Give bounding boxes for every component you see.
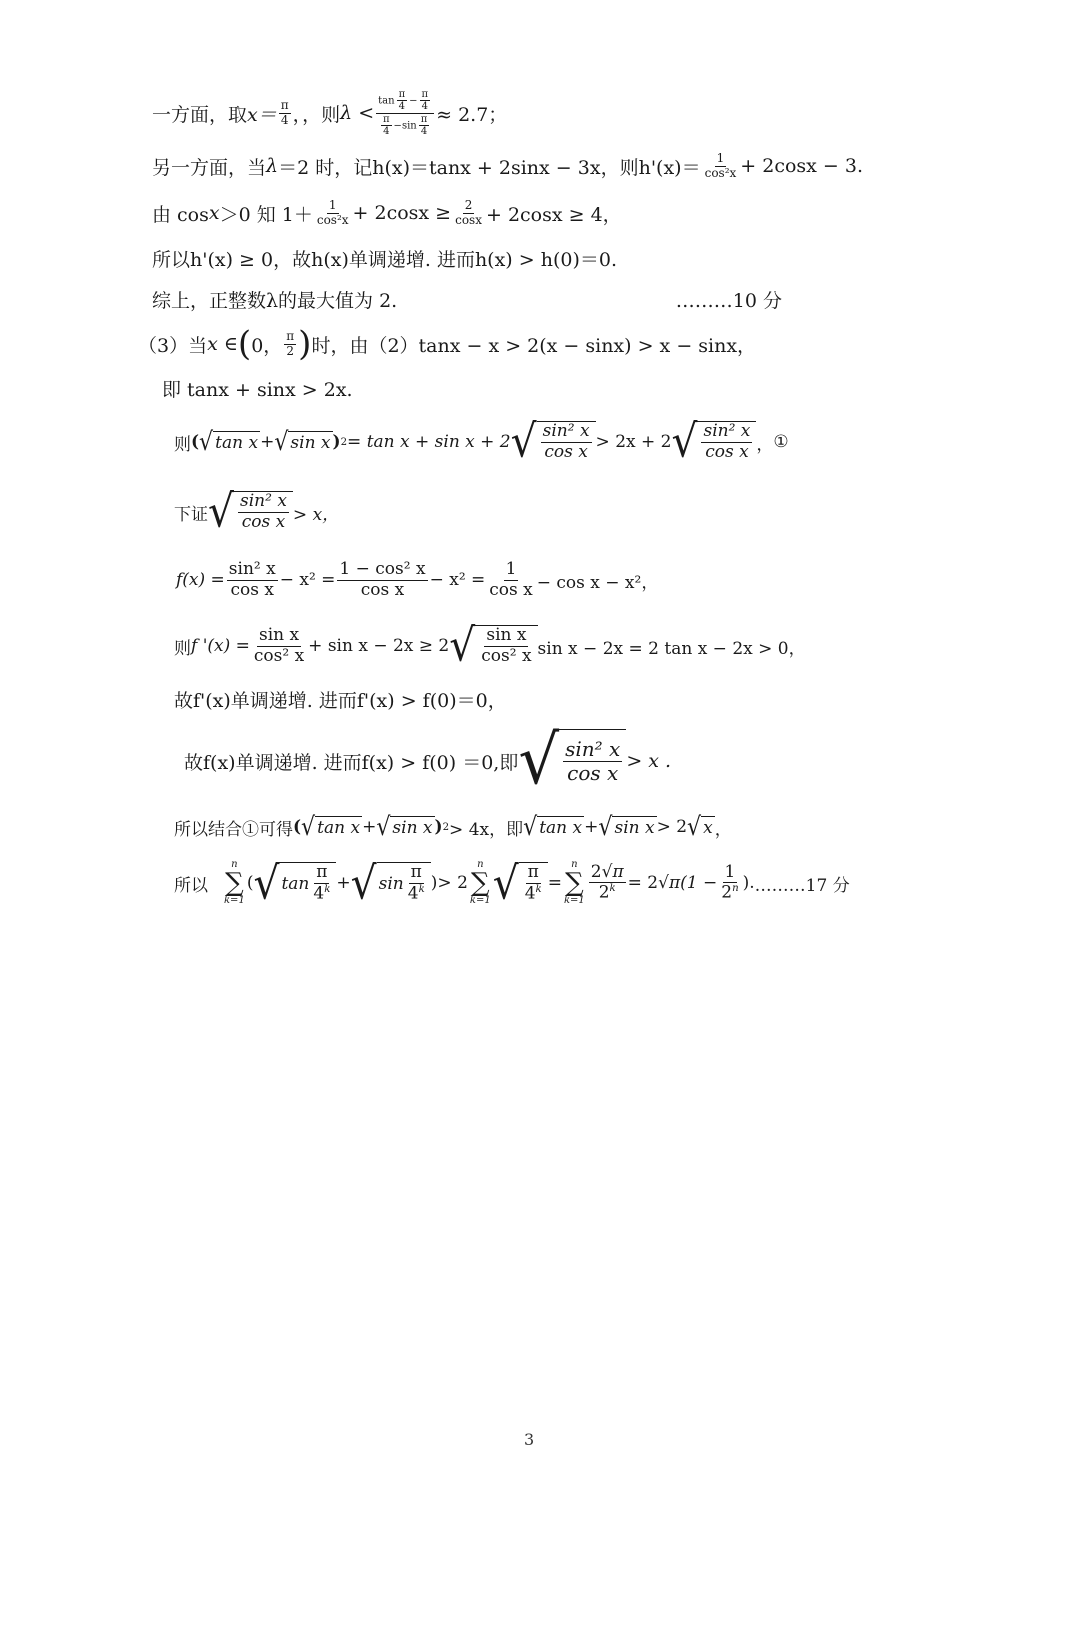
math: + 2cosx ≥	[352, 202, 452, 224]
fraction: $\frac{\text{sin x}}{\text{cos² x}}$	[253, 624, 305, 666]
sqrt: √ tan x	[199, 426, 259, 457]
text: 故f(x)单调递增. 进而f(x) > f(0) ＝0,即	[184, 751, 519, 774]
line-12	[174, 685, 507, 713]
math: 0，	[251, 334, 283, 357]
math: +	[584, 817, 599, 837]
sqrt: √ tan x	[301, 811, 361, 842]
sqrt: √ sin $\frac{\pi}{4^k}$	[351, 862, 431, 904]
math: sin x − 2x = 2 tan x − 2x > 0，	[537, 638, 806, 659]
math: + 2cosx − 3.	[740, 155, 864, 177]
text: ，	[714, 819, 732, 840]
fraction: $\frac{\text{1 − cos² x}}{\text{cos x}}$	[339, 558, 426, 600]
text: 所以h'(x) ≥ 0，故h(x)单调递增. 进而h(x) > h(0)＝0.	[152, 248, 617, 271]
fraction: tan $\frac{\pi}{4}$ − $\frac{\pi}{4}$ $\frac{\pi}{4}$ −sin $\frac{\pi}{4}$	[376, 89, 434, 138]
fraction: $\frac{1}{\text{cos²x}}$	[704, 150, 737, 180]
math: f(x) =	[176, 570, 225, 590]
sqrt: √ sin x	[598, 811, 655, 842]
line-9	[174, 484, 339, 540]
text: 所以	[174, 875, 208, 896]
text: 则	[174, 638, 191, 659]
line-3	[152, 193, 622, 233]
text: ，则	[600, 156, 639, 179]
math: > 2x + 2	[595, 432, 672, 452]
line-11	[174, 620, 806, 672]
math: x＝	[247, 103, 277, 126]
line-4	[152, 244, 617, 272]
line-2	[152, 147, 863, 185]
math: x ∈	[207, 333, 238, 355]
math: x	[208, 202, 220, 224]
math: f '(x) =	[191, 636, 250, 656]
math: h(x)＝tanx + 2sinx − 3x	[372, 156, 601, 179]
fraction: $\frac{1}{\text{cos²x}}$	[316, 197, 349, 227]
text: （3）当	[138, 334, 208, 357]
sqrt: √ sin x	[274, 426, 331, 457]
text: 综上，正整数λ的最大值为 2.	[152, 289, 398, 312]
score-label: ………10 分	[675, 289, 782, 312]
fraction: $\frac{1}{\text{cos x}}$	[489, 558, 533, 600]
sqrt: √ tan $\frac{\pi}{4^k}$	[253, 862, 336, 904]
sqrt: √ x	[687, 811, 713, 842]
sqrt: √ $\frac{\text{sin² x}}{\text{cos x}}$	[518, 729, 626, 793]
math: +	[260, 432, 275, 452]
sqrt: √ $\frac{\pi}{4^k}$	[493, 862, 548, 904]
line-7	[162, 374, 353, 402]
math: − x² =	[279, 570, 336, 590]
text: 故f'(x)单调递增. 进而f'(x) > f(0)＝0，	[174, 689, 507, 712]
text: 即 tanx + sinx > 2x.	[162, 378, 353, 401]
math: h'(x)＝	[638, 156, 701, 179]
math: > x，	[292, 504, 340, 525]
line-10	[176, 555, 658, 605]
math: λ <	[340, 102, 375, 124]
equation-mark: ①	[773, 432, 789, 452]
fraction: $\frac{\pi}{4}$	[280, 97, 289, 127]
page-number: 3	[524, 1430, 535, 1449]
text: 时，由（2）tanx − x > 2(x − sinx) > x − sinx，	[311, 334, 757, 357]
math: > 2	[437, 873, 468, 893]
text: 则	[174, 434, 191, 455]
fraction: $\frac{2}{\cos x}$	[455, 197, 482, 227]
text: 下证	[174, 504, 208, 525]
math: > 2	[656, 817, 688, 837]
text: 由 cos	[152, 203, 209, 226]
line-1	[152, 90, 507, 136]
math: + 2cosx ≥ 4，	[485, 203, 622, 226]
text: 另一方面，当	[152, 156, 267, 179]
sigma: n ∑ k=1	[224, 859, 245, 906]
math: − cos x − x²，	[536, 572, 659, 593]
sqrt: √ tan x	[523, 811, 583, 842]
math: π(1 −	[668, 873, 718, 893]
math: = 2	[627, 873, 659, 893]
sqrt: √ $\frac{\text{sin² x}}{\text{cos x}}$	[208, 491, 293, 532]
sqrt: √ $\frac{\text{sin x}}{\text{cos² x}}$	[449, 625, 537, 666]
sqrt: √ $\frac{\text{sin² x}}{\text{cos x}}$	[511, 421, 596, 462]
line-6: （3）当 x ∈ ( 0， $\frac{\pi}{2}$ ) 时，由（2）tanx − x > 2(x − sinx) > x − sinx，	[138, 324, 757, 364]
math: = tan x + sin x + 2	[347, 432, 511, 452]
text: 一方面，取	[152, 103, 248, 126]
text: 所以结合①可得	[174, 819, 293, 840]
line-13	[184, 722, 672, 800]
score-label: ………17 分	[754, 875, 850, 896]
math: λ	[266, 155, 279, 177]
text: ，	[756, 434, 774, 455]
sqrt: √ sin x	[376, 811, 433, 842]
math: =	[547, 873, 562, 893]
sigma: n ∑ k=1	[469, 859, 491, 906]
text: ，，则	[292, 103, 341, 126]
sqrt: √ $\frac{\text{sin² x}}{\text{cos x}}$	[671, 421, 756, 462]
fraction: $\frac{1}{2^n}$	[721, 861, 739, 903]
line-8: 则 ( √ tan x + √ sin x ) 2 = tan x + sin x + 2 √ $\frac{\text{sin² x}}{\text{cos x}}$ > 2x + 2 √ $\frac{\text{sin² x}}{\text{cos x}}$ ， ①	[174, 415, 789, 469]
text: ＞0 知 1＋	[219, 203, 313, 226]
fraction: $\frac{\pi}{2}$	[286, 328, 295, 358]
line-15: 所以 n ∑ k=1 ( √ tan $\frac{\pi}{4^k}$ + √ sin $\frac{\pi}{4^k}$ ) > 2 n ∑ k=1 √ $\frac{\pi}{4^k}$ = n ∑ k=1 $\frac{2√\pi}{2^k}$ = 2 √ π(1 − $\frac{1}{2^n}$ ). ………17 分	[174, 856, 850, 910]
math: ).	[742, 873, 755, 893]
fraction: $\frac{\text{sin² x}}{\text{cos x}}$	[228, 558, 276, 600]
math: > 4x，即	[449, 819, 524, 840]
math: + sin x − 2x ≥ 2	[308, 636, 450, 656]
text: ＝2 时，记	[278, 156, 373, 179]
math: > x .	[626, 750, 672, 772]
text: ≈ 2.7；	[436, 103, 508, 126]
sigma: n ∑ k=1	[563, 859, 585, 906]
math: +	[362, 817, 377, 837]
line-14: 所以结合①可得 ( √ tan x + √ sin x ) 2 > 4x，即 √ tan x + √ sin x > 2 √ x ，	[174, 811, 732, 842]
math: − x² =	[429, 570, 486, 590]
line-5	[152, 285, 782, 313]
fraction: $\frac{2√\pi}{2^k}$	[590, 861, 624, 903]
